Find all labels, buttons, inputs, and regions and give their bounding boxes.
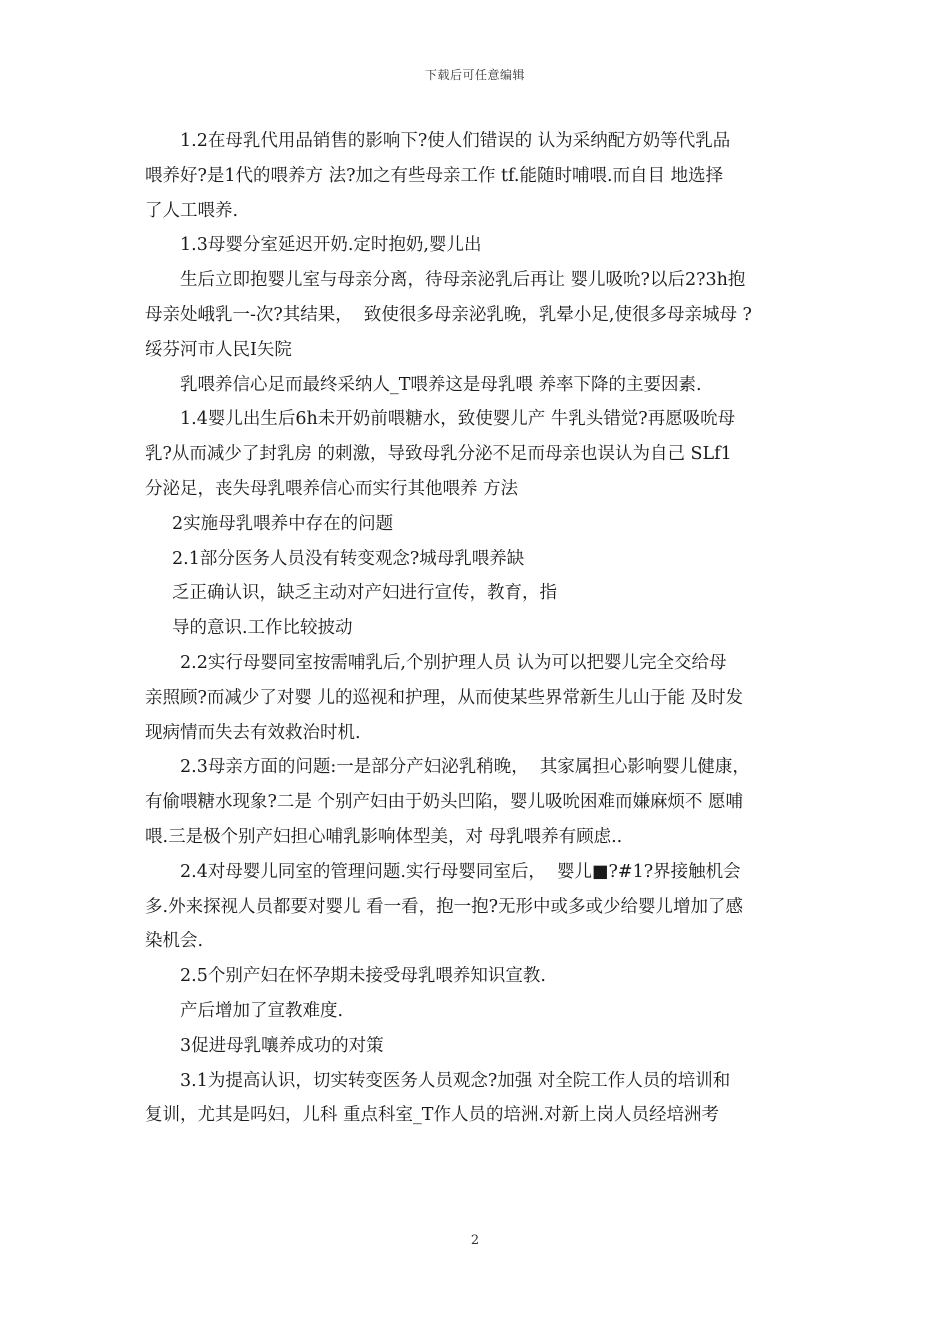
text-line: 2.4对母婴儿同室的管理问题.实行母婴同室后， 婴儿■?#1?界接触机会 — [180, 861, 741, 882]
text-line: 绥芬河市人民I矢院 — [145, 339, 292, 360]
text-line: 乏正确认识，缺乏主动对产妇进行宣传，教育，指 — [172, 583, 557, 604]
section-heading: 3促进母乳嚷养成功的对策 — [180, 1035, 384, 1056]
text-line: 复训，尤其是吗妇，儿科 重点科室_T作人员的培洲.对新上岗人员经培洲考 — [145, 1105, 720, 1126]
text-line: 1.2在母乳代用品销售的影响下?使人们错误的 认为采纳配方奶等代乳品 — [180, 131, 731, 151]
text-line: 有偷喂糖水现象?二是 个别产妇由于奶头凹陷，婴儿吸吮困难而嫌麻烦不 愿哺 — [145, 792, 744, 813]
text-line: 1.3母婴分室延迟开奶.定时抱奶,婴儿出 — [180, 235, 482, 256]
text-line: 乳?从而减少了封乳房 的刺激，导致母乳分泌不足而母亲也误认为自己 SLf1 — [145, 444, 732, 465]
text-line: 2.2实行母婴同室按需哺乳后,个别护理人员 认为可以把婴儿完全交给母 — [180, 652, 727, 673]
text-line: 多.外来探视人员都要对婴儿 看一看，抱一抱?无形中或多或少给婴儿增加了感 — [145, 896, 744, 917]
text-line: 喂.三是极个别产妇担心哺乳影响体型美，对 母乳喂养有顾虑.. — [145, 826, 623, 847]
text-line: 2.3母亲方面的问题:一是部分产妇泌乳稍晚， 其家属担心影响婴儿健康， — [180, 757, 750, 778]
text-line: 3.1为提高认识，切实转变医务人员观念?加强 对全院工作人员的培训和 — [180, 1070, 731, 1091]
text-line: 产后增加了宣教难度. — [180, 1000, 344, 1021]
text-line: 导的意识.工作比较披动 — [172, 618, 353, 639]
page-number: 2 — [470, 1233, 480, 1248]
text-line: 染机会. — [145, 931, 204, 952]
text-line: 1.4婴儿出生后6h未开奶前喂糖水，致使婴儿产 牛乳头错觉?再愿吸吮母 — [180, 409, 736, 430]
section-heading: 2实施母乳喂养中存在的问题 — [172, 513, 394, 534]
text-line: 亲照顾?而减少了对婴 儿的巡视和护理，从而使某些界常新生儿山于能 及时发 — [145, 687, 744, 708]
text-line: 分泌足，丧失母乳喂养信心而实行其他喂养 方法 — [145, 478, 519, 499]
text-line: 2.1部分医务人员没有转变观念?城母乳喂养缺 — [172, 548, 525, 569]
text-line: 生后立即抱婴儿室与母亲分离，待母亲泌乳后再让 婴儿吸吮?以后2?3h抱 — [180, 270, 746, 291]
text-line: 现病情而失去有效救治时机. — [145, 722, 361, 743]
text-line: 乳喂养信心足而最终采纳人_T喂养这是母乳喂 养率下降的主要因素. — [180, 374, 702, 395]
text-line: 2.5个别产妇在怀孕期未接受母乳喂养知识宣教. — [180, 966, 546, 987]
text-line: 了人工喂养. — [145, 200, 239, 221]
text-line: 母亲处峨乳一-次?其结果， 致使很多母亲泌乳晚，乳晕小足,使很多母亲城母 ? — [145, 304, 752, 325]
document-body — [145, 124, 810, 1133]
text-line: 喂养好?是1代的喂养方 法?加之有些母亲工作 tf.能随时哺喂.而自目 地选择 — [145, 165, 724, 186]
page-header: 下载后可任意编辑 — [424, 68, 525, 82]
